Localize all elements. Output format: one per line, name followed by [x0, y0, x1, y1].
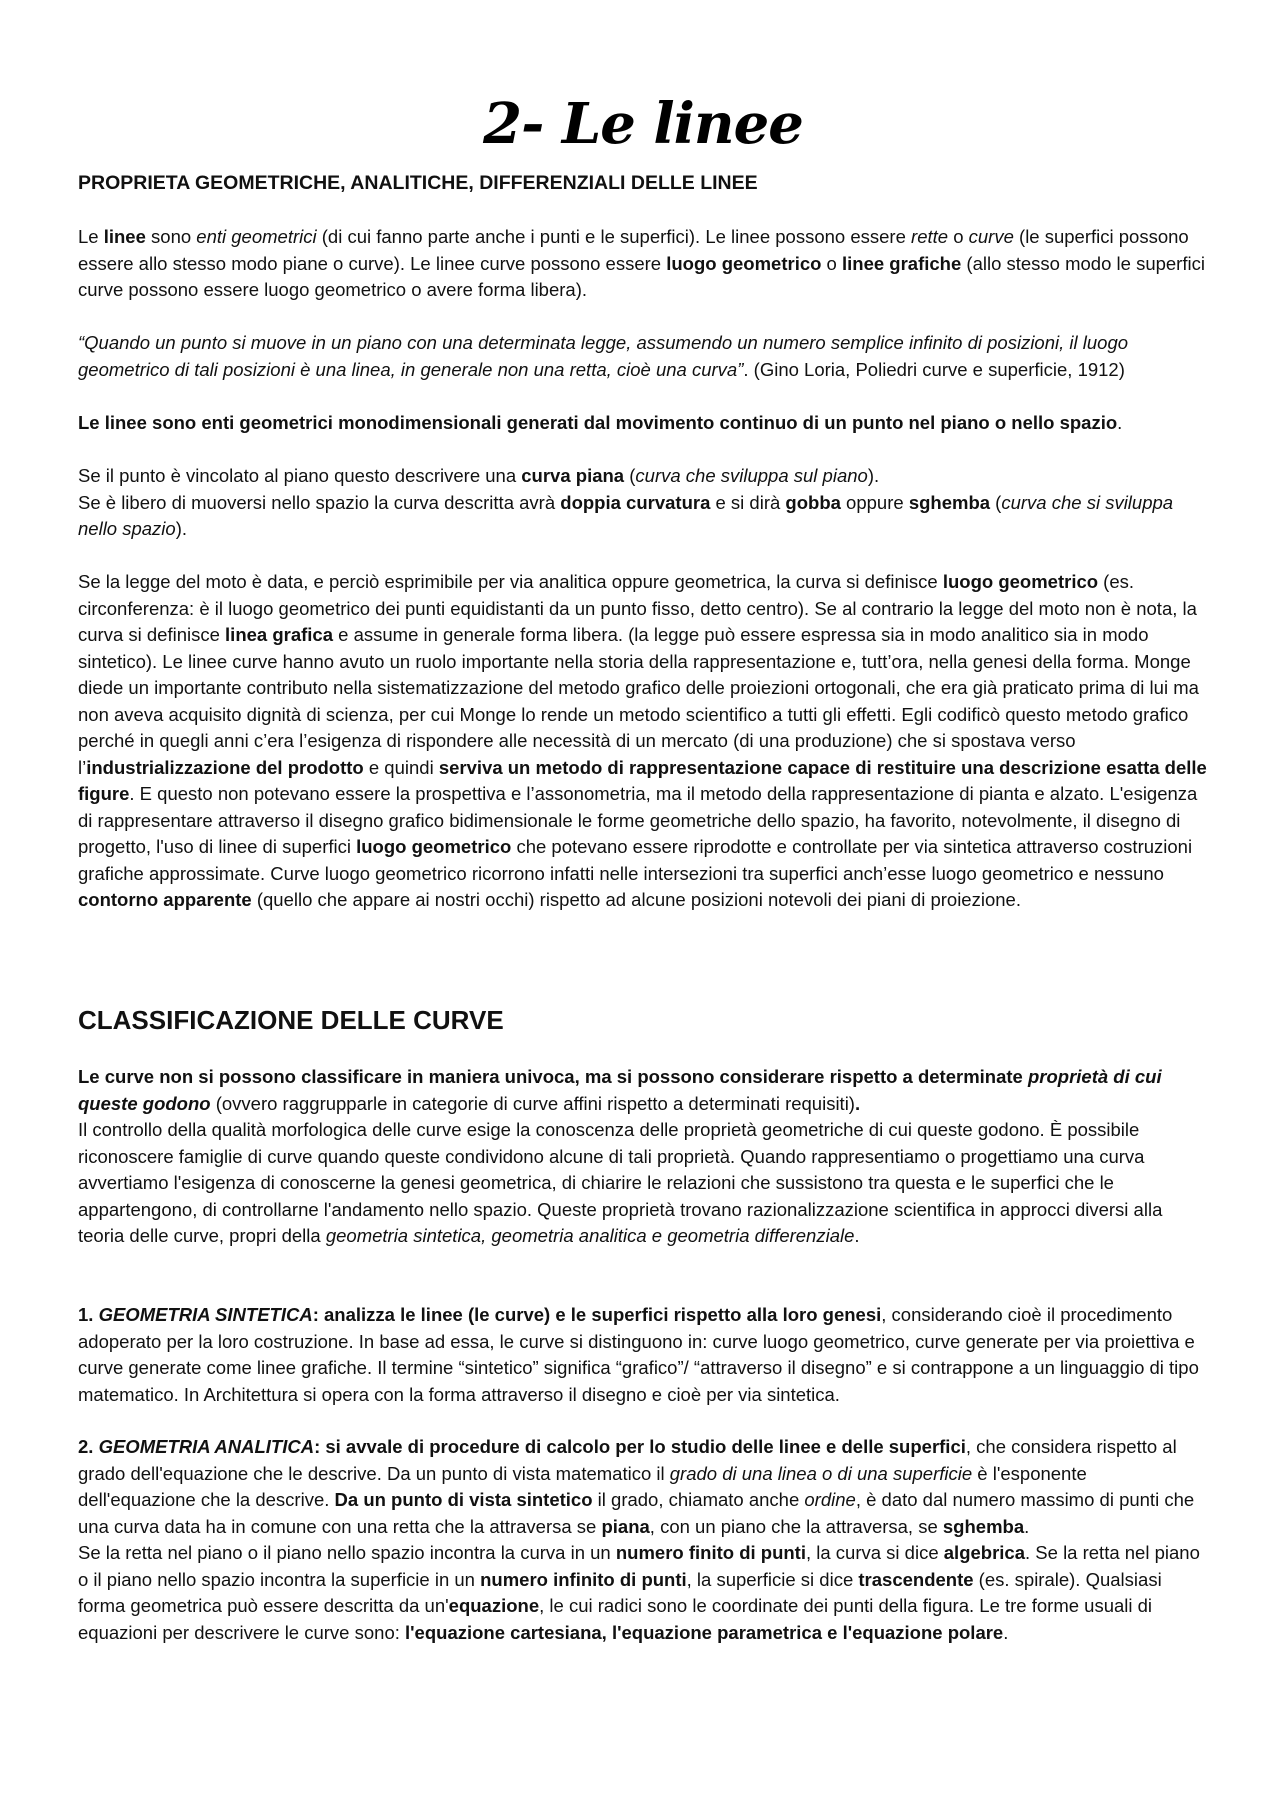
paragraph-classification: Le curve non si possono classificare in maniera univoca, ma si possono considerare rispetto a determinate proprietà di cui queste godono (ovvero raggrupparle in categorie di curve affini rispetto a determinati requisiti). Il controllo della qualità morfologica delle curve esige la conoscenza delle proprietà geometriche di cui queste godono. È possibile riconoscere famiglie di curve quando queste condividono alcune di tali proprietà. Quando rappresentiamo o progettiamo una curva avvertiamo l'esigenza di conoscerne la genesi geometrica, di chiarire le relazioni che sussistono tra questa e le superfici che le appartengono, di controllarne l'andamento nello spazio. Queste proprietà trovano razionalizzazione scientifica in approcci diversi alla teoria delle curve, propri della geometria sintetica, geometria analitica e geometria differenziale. [78, 1066, 1163, 1246]
page-title: 2- Le linee [483, 91, 803, 157]
paragraph-curve-types: Se il punto è vincolato al piano questo descrivere una curva piana (curva che sviluppa sul piano). Se è libero di muoversi nello spazio la curva descritta avrà doppia curvatura e si dirà gobba oppure sghemba (curva che si sviluppa nello spazio). [78, 465, 1174, 539]
section-heading-classification: CLASSIFICAZIONE DELLE CURVE [78, 1005, 504, 1035]
paragraph-definition: Le linee sono enti geometrici monodimensionali generati dal movimento continuo di un punto nel piano o nello spazio. [78, 412, 1123, 433]
paragraph-analytic-geometry: 2. GEOMETRIA ANALITICA: si avvale di procedure di calcolo per lo studio delle linee e delle superfici, che considera rispetto al grado dell'equazione che le descrive. Da un punto di vista matematico il grado di una linea o di una superficie è l'esponente dell'equazione che la descrive. Da un punto di vista sintetico il grado, chiamato anche ordine, è dato dal numero massimo di punti che una curva data ha in comune con una retta che la attraversa se piana, con un piano che la attraversa, se sghemba. Se la retta nel piano o il piano nello spazio incontra la curva in un numero finito di punti, la curva si dice algebrica. Se la retta nel piano o il piano nello spazio incontra la superficie in un numero infinito di punti, la superficie si dice trascendente (es. spirale). Qualsiasi forma geometrica può essere descritta da un'equazione, le cui radici sono le coordinate dei punti della figura. Le tre forme usuali di equazioni per descrivere le curve sono: l'equazione cartesiana, l'equazione parametrica e l'equazione polare. [78, 1436, 1200, 1643]
paragraph-monge: Se la legge del moto è data, e perciò esprimibile per via analitica oppure geometrica, la curva si definisce luogo geometrico (es. circonferenza: è il luogo geometrico dei punti equidistanti da un punto fisso, detto centro). Se al contrario la legge del moto non è nota, la curva si definisce linea grafica e assume in generale forma libera. (la legge può essere espressa sia in modo analitico sia in modo sintetico). Le linee curve hanno avuto un ruolo importante nella storia della rappresentazione e, tutt’ora, nella genesi della forma. Monge diede un importante contributo nella sistematizzazione del metodo grafico delle proiezioni ortogonali, che era già praticato prima di lui ma non aveva acquisito dignità di scienza, per cui Monge lo rende un metodo scientifico a tutti gli effetti. Egli codificò questo metodo grafico perché in quegli anni c’era l’esigenza di rispondere alle necessità di un mercato (di una produzione) che si spostava verso l’industrializzazione del prodotto e quindi serviva un metodo di rappresentazione capace di restituire una descrizione esatta delle figure. E questo non potevano essere la prospettiva e l’assonometria, ma il metodo della rappresentazione di pianta e alzato. L'esigenza di rappresentare attraverso il disegno grafico bidimensionale le forme geometriche dello spazio, ha favorito, notevolmente, il disegno di progetto, l'uso di linee di superfici luogo geometrico che potevano essere riprodotte e controllate per via sintetica attraverso costruzioni grafiche approssimate. Curve luogo geometrico ricorrono infatti nelle intersezioni tra superfici anch’esse luogo geometrico e nessuno contorno apparente (quello che appare ai nostri occhi) rispetto ad alcune posizioni notevoli dei piani di proiezione. [78, 571, 1207, 910]
section-heading-properties: PROPRIETA GEOMETRICHE, ANALITICHE, DIFFERENZIALI DELLE LINEE [78, 172, 758, 194]
paragraph-quote: “Quando un punto si muove in un piano con una determinata legge, assumendo un numero semplice infinito di posizioni, il luogo geometrico di tali posizioni è una linea, in generale non una retta, cioè una curva”. (Gino Loria, Poliedri curve e superficie, 1912) [78, 332, 1129, 380]
paragraph-synthetic-geometry: 1. GEOMETRIA SINTETICA: analizza le linee (le curve) e le superfici rispetto alla loro genesi, considerando cioè il procedimento adoperato per la loro costruzione. In base ad essa, le curve si distinguono in: curve luogo geometrico, curve generate per via proiettiva e curve generate come linee grafiche. Il termine “sintetico” significa “grafico”/ “attraverso il disegno” e si contrappone a un linguaggio di tipo matematico. In Architettura si opera con la forma attraverso il disegno e cioè per via sintetica. [78, 1304, 1199, 1405]
paragraph-intro: Le linee sono enti geometrici (di cui fanno parte anche i punti e le superfici). Le linee possono essere rette o curve (le superfici possono essere allo stesso modo piane o curve). Le linee curve possono essere luogo geometrico o linee grafiche (allo stesso modo le superfici curve possono essere luogo geometrico o avere forma libera). [78, 226, 1205, 300]
